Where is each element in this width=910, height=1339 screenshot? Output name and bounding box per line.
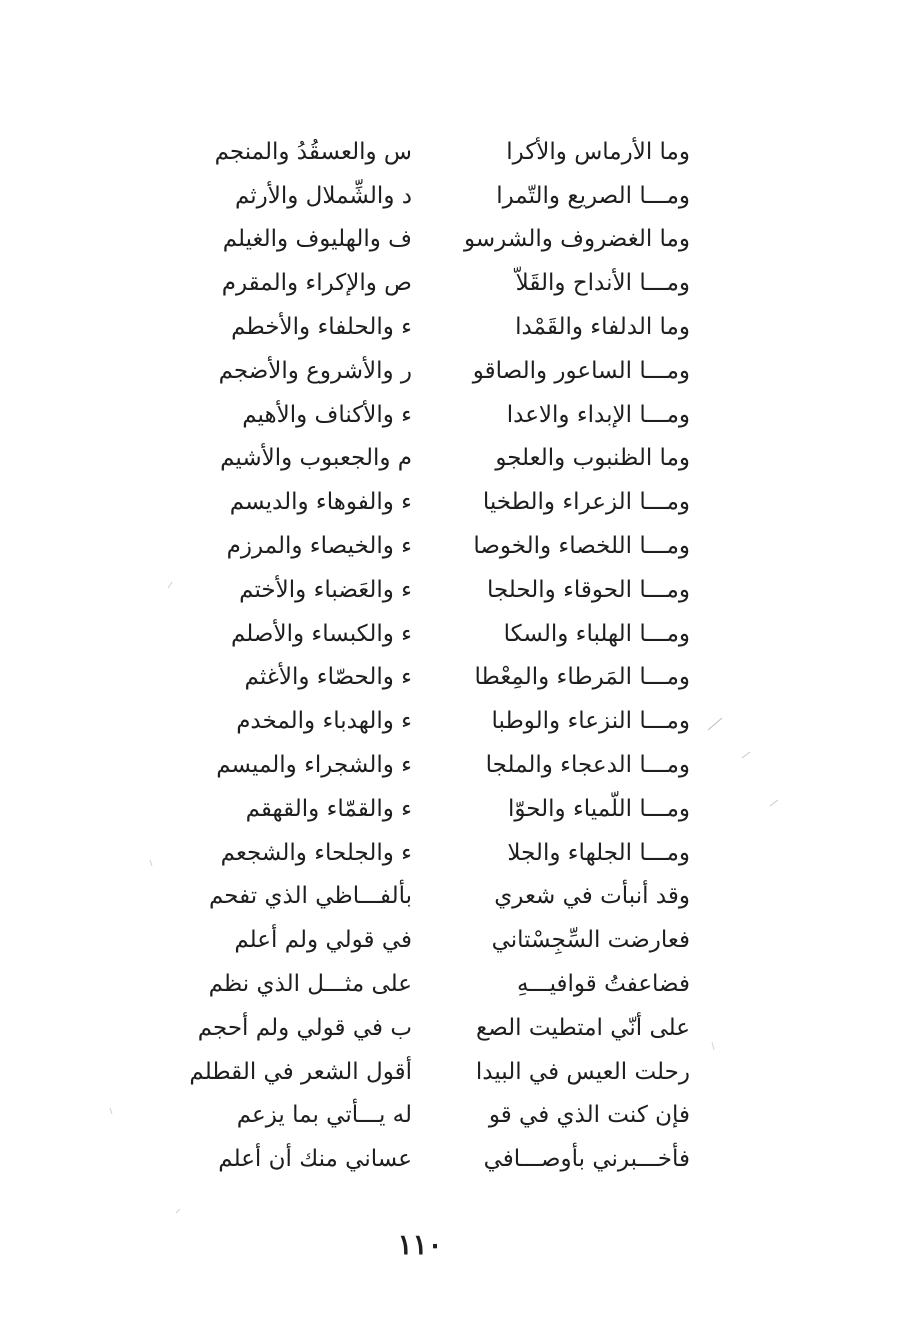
verse-second-hemistich: ف والهليوف والغيلم xyxy=(222,226,412,253)
verse xyxy=(180,1137,690,1181)
verse-second-hemistich: ء والعَضباء والأختم xyxy=(239,576,412,603)
verse-second-hemistich: ء والهدباء والمخدم xyxy=(236,708,412,735)
verse-first-hemistich: ومـــا اللّمياء والحوّا xyxy=(508,795,690,822)
page-number: ١١٠ xyxy=(397,1228,443,1261)
verse xyxy=(180,699,690,743)
verse-second-hemistich: ء والأكناف والأهيم xyxy=(242,401,412,428)
verse-second-hemistich: ء والحلفاء والأخطم xyxy=(231,314,412,341)
verse xyxy=(180,656,690,700)
verse xyxy=(180,831,690,875)
verse-first-hemistich: ومـــا الجلهاء والجلا xyxy=(507,839,690,866)
speck xyxy=(150,860,152,866)
verse-first-hemistich: رحلت العيس في البيدا xyxy=(475,1058,690,1085)
verse-second-hemistich: د والشِّملال والأرثم xyxy=(234,182,412,209)
verse-first-hemistich: وما الأرماس والأكرا xyxy=(506,138,690,165)
verse-first-hemistich: ومـــا الزعراء والطخيا xyxy=(482,489,690,516)
verse-first-hemistich: ومـــا النزعاء والوطبا xyxy=(491,708,690,735)
verse-first-hemistich: على أنّي امتطيت الصع xyxy=(475,1014,690,1041)
verse-first-hemistich: ومـــا اللخصاء والخوصا xyxy=(473,533,690,560)
verse xyxy=(180,1050,690,1094)
verse-first-hemistich: فعارضت السِّجِسْتاني xyxy=(491,927,690,954)
verse xyxy=(180,130,690,174)
speck xyxy=(708,718,722,730)
verse xyxy=(180,875,690,919)
verse xyxy=(180,612,690,656)
verse xyxy=(180,787,690,831)
speck xyxy=(770,800,778,806)
verse-first-hemistich: ومـــا الصريع والتّمرا xyxy=(496,182,690,209)
verse-second-hemistich: س والعسقُدُ والمنجم xyxy=(214,138,412,165)
speck xyxy=(176,1209,180,1213)
speck xyxy=(110,1108,112,1114)
verse-first-hemistich: وما الظنبوب والعلجو xyxy=(495,445,690,472)
verse xyxy=(180,437,690,481)
verse xyxy=(180,174,690,218)
verse-first-hemistich: ومـــا الأنداح والقَلاّ xyxy=(515,270,690,297)
verse xyxy=(180,962,690,1006)
speck xyxy=(168,582,172,588)
verse xyxy=(180,261,690,305)
verse xyxy=(180,1094,690,1138)
verse xyxy=(180,1006,690,1050)
verse-second-hemistich: ر والأشروع والأضجم xyxy=(218,357,412,384)
verse-second-hemistich: في قولي ولم أعلم xyxy=(234,927,412,954)
speck xyxy=(742,752,750,758)
verse-first-hemistich: ومـــا المَرطاء والمِعْطا xyxy=(474,664,690,691)
verse-first-hemistich: ومـــا الساعور والصاقو xyxy=(472,357,690,384)
verse-second-hemistich: م والجعبوب والأشيم xyxy=(220,445,412,472)
verse-first-hemistich: ومـــا الهلباء والسكا xyxy=(503,620,690,647)
verse-second-hemistich: له يـــأتي بما يزعم xyxy=(236,1102,412,1129)
verse xyxy=(180,305,690,349)
verse-first-hemistich: ومـــا الحوقاء والحلجا xyxy=(486,576,690,603)
verse xyxy=(180,918,690,962)
verse-first-hemistich: وقد أنبأت في شعري xyxy=(494,883,690,910)
poem xyxy=(180,130,690,1181)
verse-first-hemistich: ومـــا الإبداء والاعدا xyxy=(506,401,690,428)
verse xyxy=(180,524,690,568)
verse xyxy=(180,218,690,262)
verse-second-hemistich: عساني منك أن أعلم xyxy=(218,1146,412,1173)
verse xyxy=(180,393,690,437)
verse xyxy=(180,480,690,524)
verse xyxy=(180,743,690,787)
verse xyxy=(180,349,690,393)
verse xyxy=(180,568,690,612)
speck xyxy=(712,1042,714,1050)
verse-second-hemistich: بألفـــاظي الذي تفحم xyxy=(208,883,412,910)
verse-second-hemistich: ء والخيصاء والمرزم xyxy=(226,533,412,560)
verse-first-hemistich: فأخـــبرني بأوصـــافي xyxy=(483,1146,690,1173)
verse-first-hemistich: وما الغضروف والشرسو xyxy=(463,226,690,253)
verse-second-hemistich: ء والحصّاء والأغثم xyxy=(244,664,412,691)
verse-second-hemistich: ء والكبساء والأصلم xyxy=(231,620,412,647)
verse-second-hemistich: ء والشجراء والميسم xyxy=(216,752,412,779)
verse-second-hemistich: ب في قولي ولم أحجم xyxy=(197,1014,412,1041)
verse-first-hemistich: ومـــا الدعجاء والملجا xyxy=(485,752,690,779)
verse-second-hemistich: ء والقمّاء والقهقم xyxy=(245,795,412,822)
verse-second-hemistich: ء والفوهاء والديسم xyxy=(229,489,412,516)
verse-second-hemistich: أقول الشعر في القطلم xyxy=(189,1058,412,1085)
verse-second-hemistich: ء والجلحاء والشجعم xyxy=(220,839,412,866)
verse-first-hemistich: فإن كنت الذي في قو xyxy=(488,1102,690,1129)
verse-first-hemistich: وما الدلفاء والقَمْدا xyxy=(515,314,690,341)
verse-second-hemistich: ص والإكراء والمقرم xyxy=(221,270,412,297)
verse-second-hemistich: على مثـــل الذي نظم xyxy=(208,971,412,998)
verse-first-hemistich: فضاعفتُ قوافيـــهِ xyxy=(517,971,690,998)
